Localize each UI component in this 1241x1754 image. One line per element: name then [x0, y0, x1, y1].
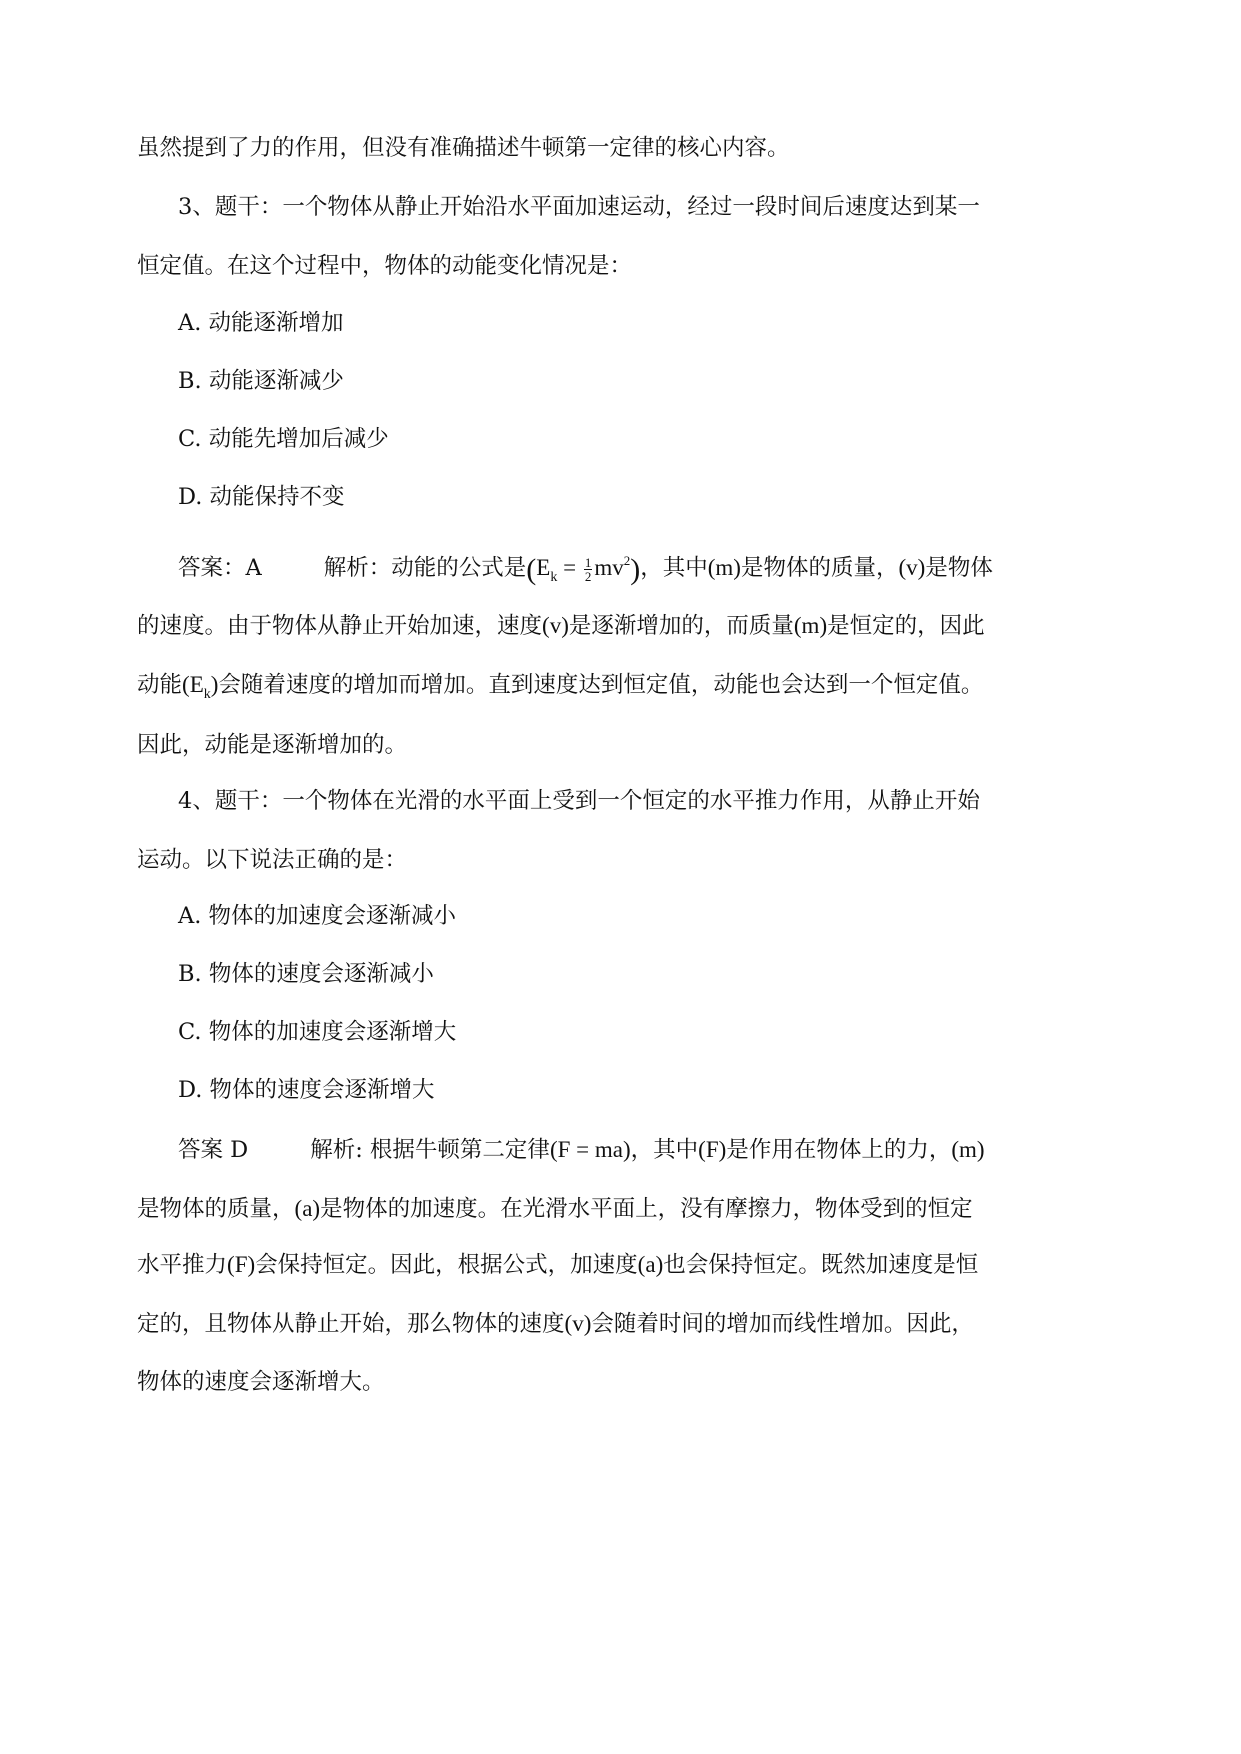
q4-option-d: D. 物体的速度会逐渐增大 [178, 1077, 435, 1103]
q3-stem-line1: 3、题干：一个物体从静止开始沿水平面加速运动，经过一段时间后速度达到某一 [178, 194, 980, 220]
q4-newton-formula: (F = ma) [549, 1137, 631, 1162]
q3-kinetic-energy-formula: ($E_k$ = $\frac{1}{2}$ $mv^2$) [526, 553, 641, 586]
q3-stem-line2: 恒定值。在这个过程中，物体的动能变化情况是： [137, 253, 633, 279]
q3-answer-label: 答案：A [178, 555, 262, 581]
q3-analysis-line4: 因此，动能是逐渐增加的。 [137, 732, 408, 758]
q4-analysis-line2: 是物体的质量，(a)是物体的加速度。在光滑水平面上，没有摩擦力，物体受到的恒定 [137, 1196, 973, 1222]
q3-option-a: A. 动能逐渐增加 [178, 310, 344, 336]
q3-option-c: C. 动能先增加后减少 [178, 426, 389, 452]
q3-analysis-line2: 的速度。由于物体从静止开始加速，速度(v)是逐渐增加的，而质量(m)是恒定的，因此 [137, 613, 985, 639]
q4-answer-label: 答案 D [178, 1137, 249, 1163]
q4-analysis-label: 解析: 根据牛顿第二定律 [310, 1137, 550, 1163]
q4-stem-line1: 4、题干：一个物体在光滑的水平面上受到一个恒定的水平推力作用，从静止开始 [178, 788, 980, 814]
q3-option-b: B. 动能逐渐减少 [178, 368, 344, 394]
q4-option-c: C. 物体的加速度会逐渐增大 [178, 1019, 457, 1045]
q4-analysis-line3: 水平推力(F)会保持恒定。因此，根据公式，加速度(a)也会保持恒定。既然加速度是恒 [137, 1252, 979, 1278]
q4-option-a: A. 物体的加速度会逐渐减小 [178, 903, 457, 929]
q3-answer-line: 答案：A 解析：动能的公式是($E_k$ = $\frac{1}{2}$ $mv^2$)，其中(m)是物体的质量，(v)是物体 [178, 553, 993, 586]
q3-analysis-line3: 动能$(E_k)$会随着速度的增加而增加。直到速度达到恒定值，动能也会达到一个恒定值。 [137, 672, 984, 702]
q4-analysis-line4: 定的，且物体从静止开始，那么物体的速度(v)会随着时间的增加而线性增加。因此， [137, 1311, 974, 1337]
q3-analysis-label: 解析：动能的公式是 [323, 555, 527, 581]
q4-option-b: B. 物体的速度会逐渐减小 [178, 961, 434, 987]
q4-answer-line: 答案 D 解析: 根据牛顿第二定律(F = ma)，其中(F)是作用在物体上的力，(m) [178, 1137, 985, 1163]
q4-stem-line2: 运动。以下说法正确的是： [137, 847, 408, 873]
continued-text: 虽然提到了力的作用，但没有准确描述牛顿第一定律的核心内容。 [137, 135, 790, 161]
q3-option-d: D. 动能保持不变 [178, 484, 345, 510]
q4-analysis-line5: 物体的速度会逐渐增大。 [137, 1369, 385, 1395]
